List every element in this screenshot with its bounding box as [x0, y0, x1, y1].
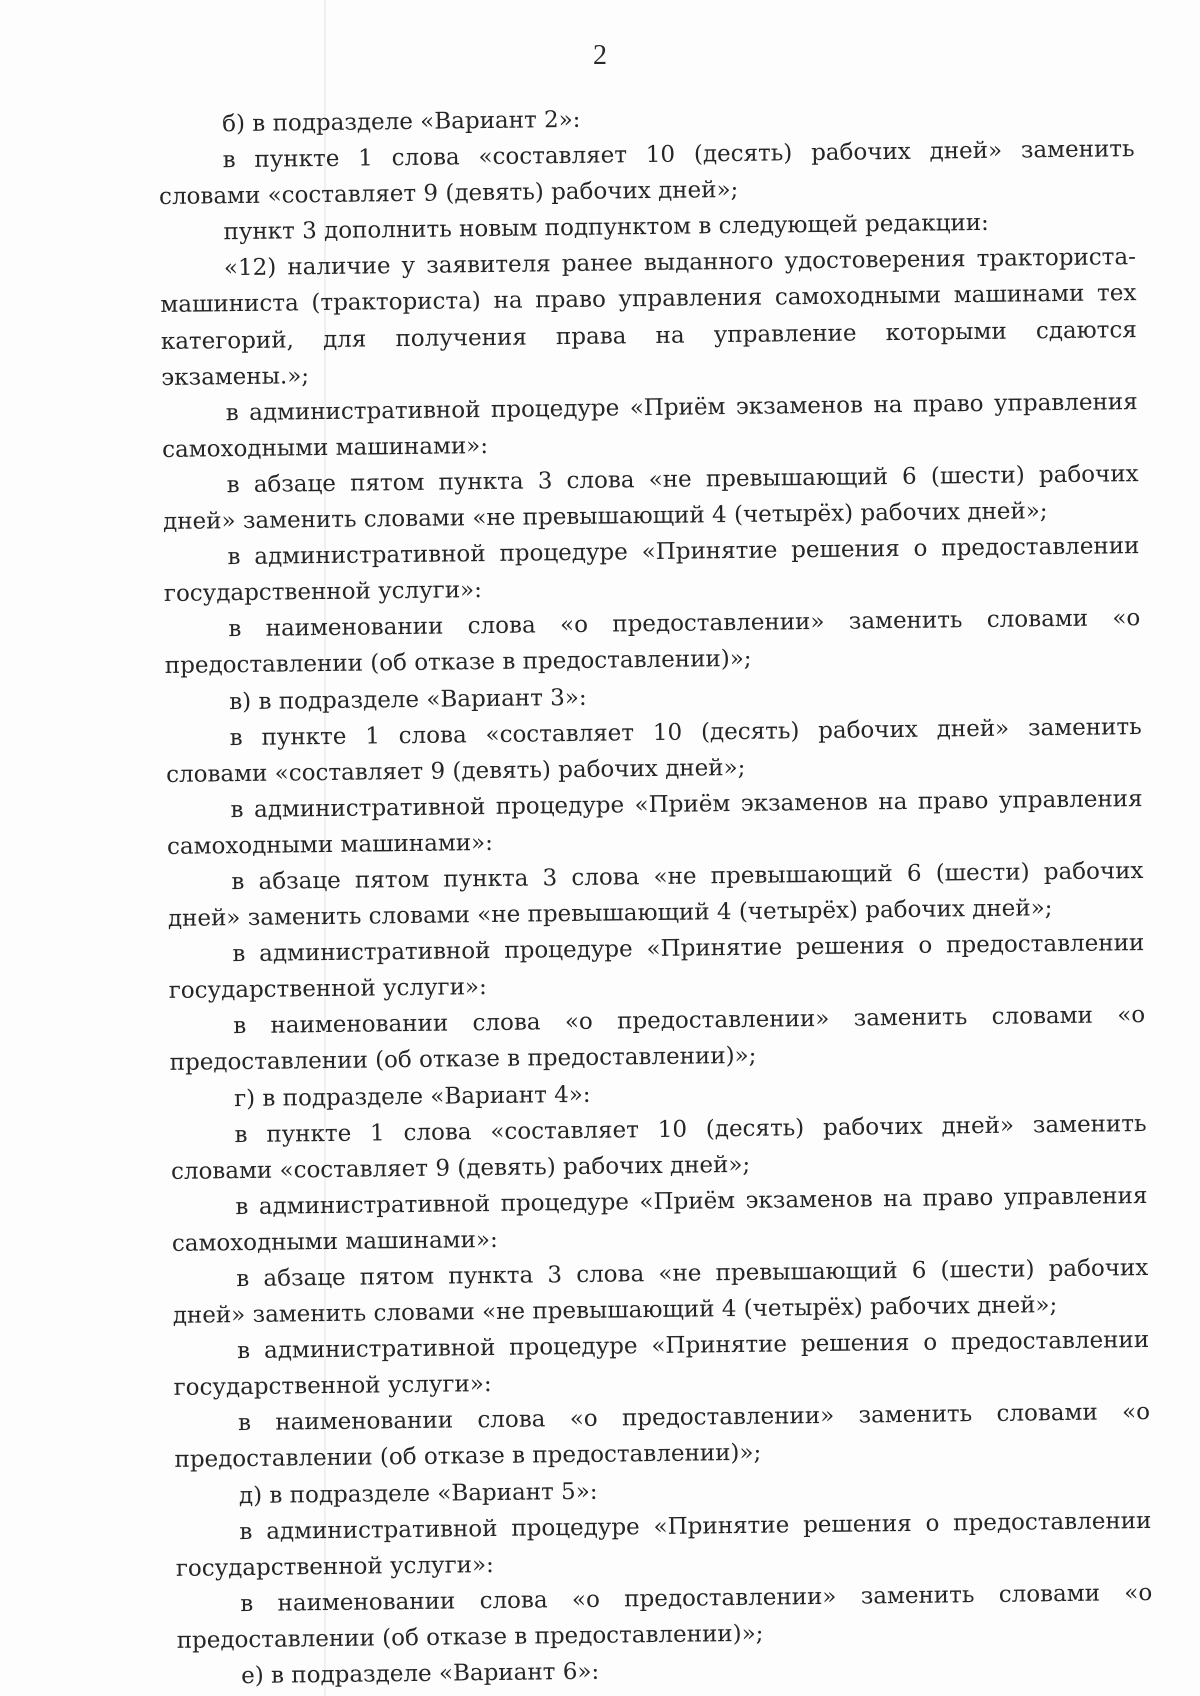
paragraph: в пункте 1 слова «составляет 10 (десять) рабочих дней» заменить словами «составляет 9 (девять) рабочих дней»; [165, 713, 1142, 788]
paragraph: в административной процедуре «Приём экзаменов на право управления самоходными машинами»: [166, 785, 1143, 860]
paragraph: в абзаце пятом пункта 3 слова «не превышающий 6 (шести) рабочих дней» заменить словами «не превышающий 4 (четырёх) рабочих дней»; [167, 857, 1144, 933]
paragraph: в административной процедуре «Приём экзаменов на право управления самоходными машинами»: [171, 1182, 1148, 1257]
paragraph: г) в подразделе «Вариант 4»: [233, 1081, 591, 1112]
page-number: 2 [593, 40, 607, 71]
paragraph: е) в подразделе «Вариант 6»: [241, 1658, 600, 1690]
paragraph: в административной процедуре «Принятие решения о предоставлении государственной услуги»: [173, 1327, 1150, 1402]
paragraph: б) в подразделе «Вариант 2»: [222, 106, 581, 138]
paragraph: в абзаце пятом пункта 3 слова «не превышающий 6 (шести) рабочих дней» заменить словами «не превышающий 4 (четырёх) рабочих дней»; [172, 1254, 1149, 1330]
paragraph: «12) наличие у заявителя ранее выданного удостоверения тракториста-машиниста (тракториста) на право управления самоходными машинами тех категорий, для получения права на управление которыми сдаются экзамены.»; [160, 244, 1137, 391]
document-body [158, 95, 1153, 1695]
paragraph: в пункте 1 слова «составляет 10 (десять) рабочих дней» заменить словами «составляет 9 (девять) рабочих дней»; [158, 136, 1135, 211]
paragraph: в наименовании слова «о предоставлении» заменить словами «о предоставлении (об отказе в предоставлении)»; [169, 1002, 1146, 1077]
paragraph: в) в подразделе «Вариант 3»: [229, 684, 587, 715]
paragraph: в наименовании слова «о предоставлении» заменить словами «о предоставлении (об отказе в предоставлении)»; [174, 1399, 1151, 1474]
paragraph: в наименовании слова «о предоставлении» заменить словами «о предоставлении (об отказе в предоставлении)»; [164, 605, 1141, 680]
paragraph: в наименовании слова «о предоставлении» заменить словами «о предоставлении (об отказе в предоставлении)»; [176, 1579, 1153, 1654]
paragraph: в административной процедуре «Принятие решения о предоставлении государственной услуги»: [163, 533, 1140, 608]
paragraph: пункт 3 дополнить новым подпунктом в следующей редакции: [223, 210, 990, 246]
paragraph: в абзаце пятом пункта 3 слова «не превышающий 6 (шести) рабочих дней» заменить словами «не превышающий 4 (четырёх) рабочих дней»; [162, 460, 1139, 535]
paragraph: в административной процедуре «Принятие решения о предоставлении государственной услуги»: [168, 930, 1145, 1005]
paragraph: д) в подразделе «Вариант 5»: [238, 1478, 598, 1509]
paragraph: в административной процедуре «Приём экзаменов на право управления самоходными машинами»: [162, 388, 1138, 463]
paragraph: в пункте 1 слова «составляет 10 (десять) рабочих дней» заменить словами «составляет 9 (девять) рабочих дней»; [170, 1110, 1147, 1185]
paragraph: в административной процедуре «Принятие решения о предоставлении государственной услуги»: [175, 1507, 1152, 1582]
